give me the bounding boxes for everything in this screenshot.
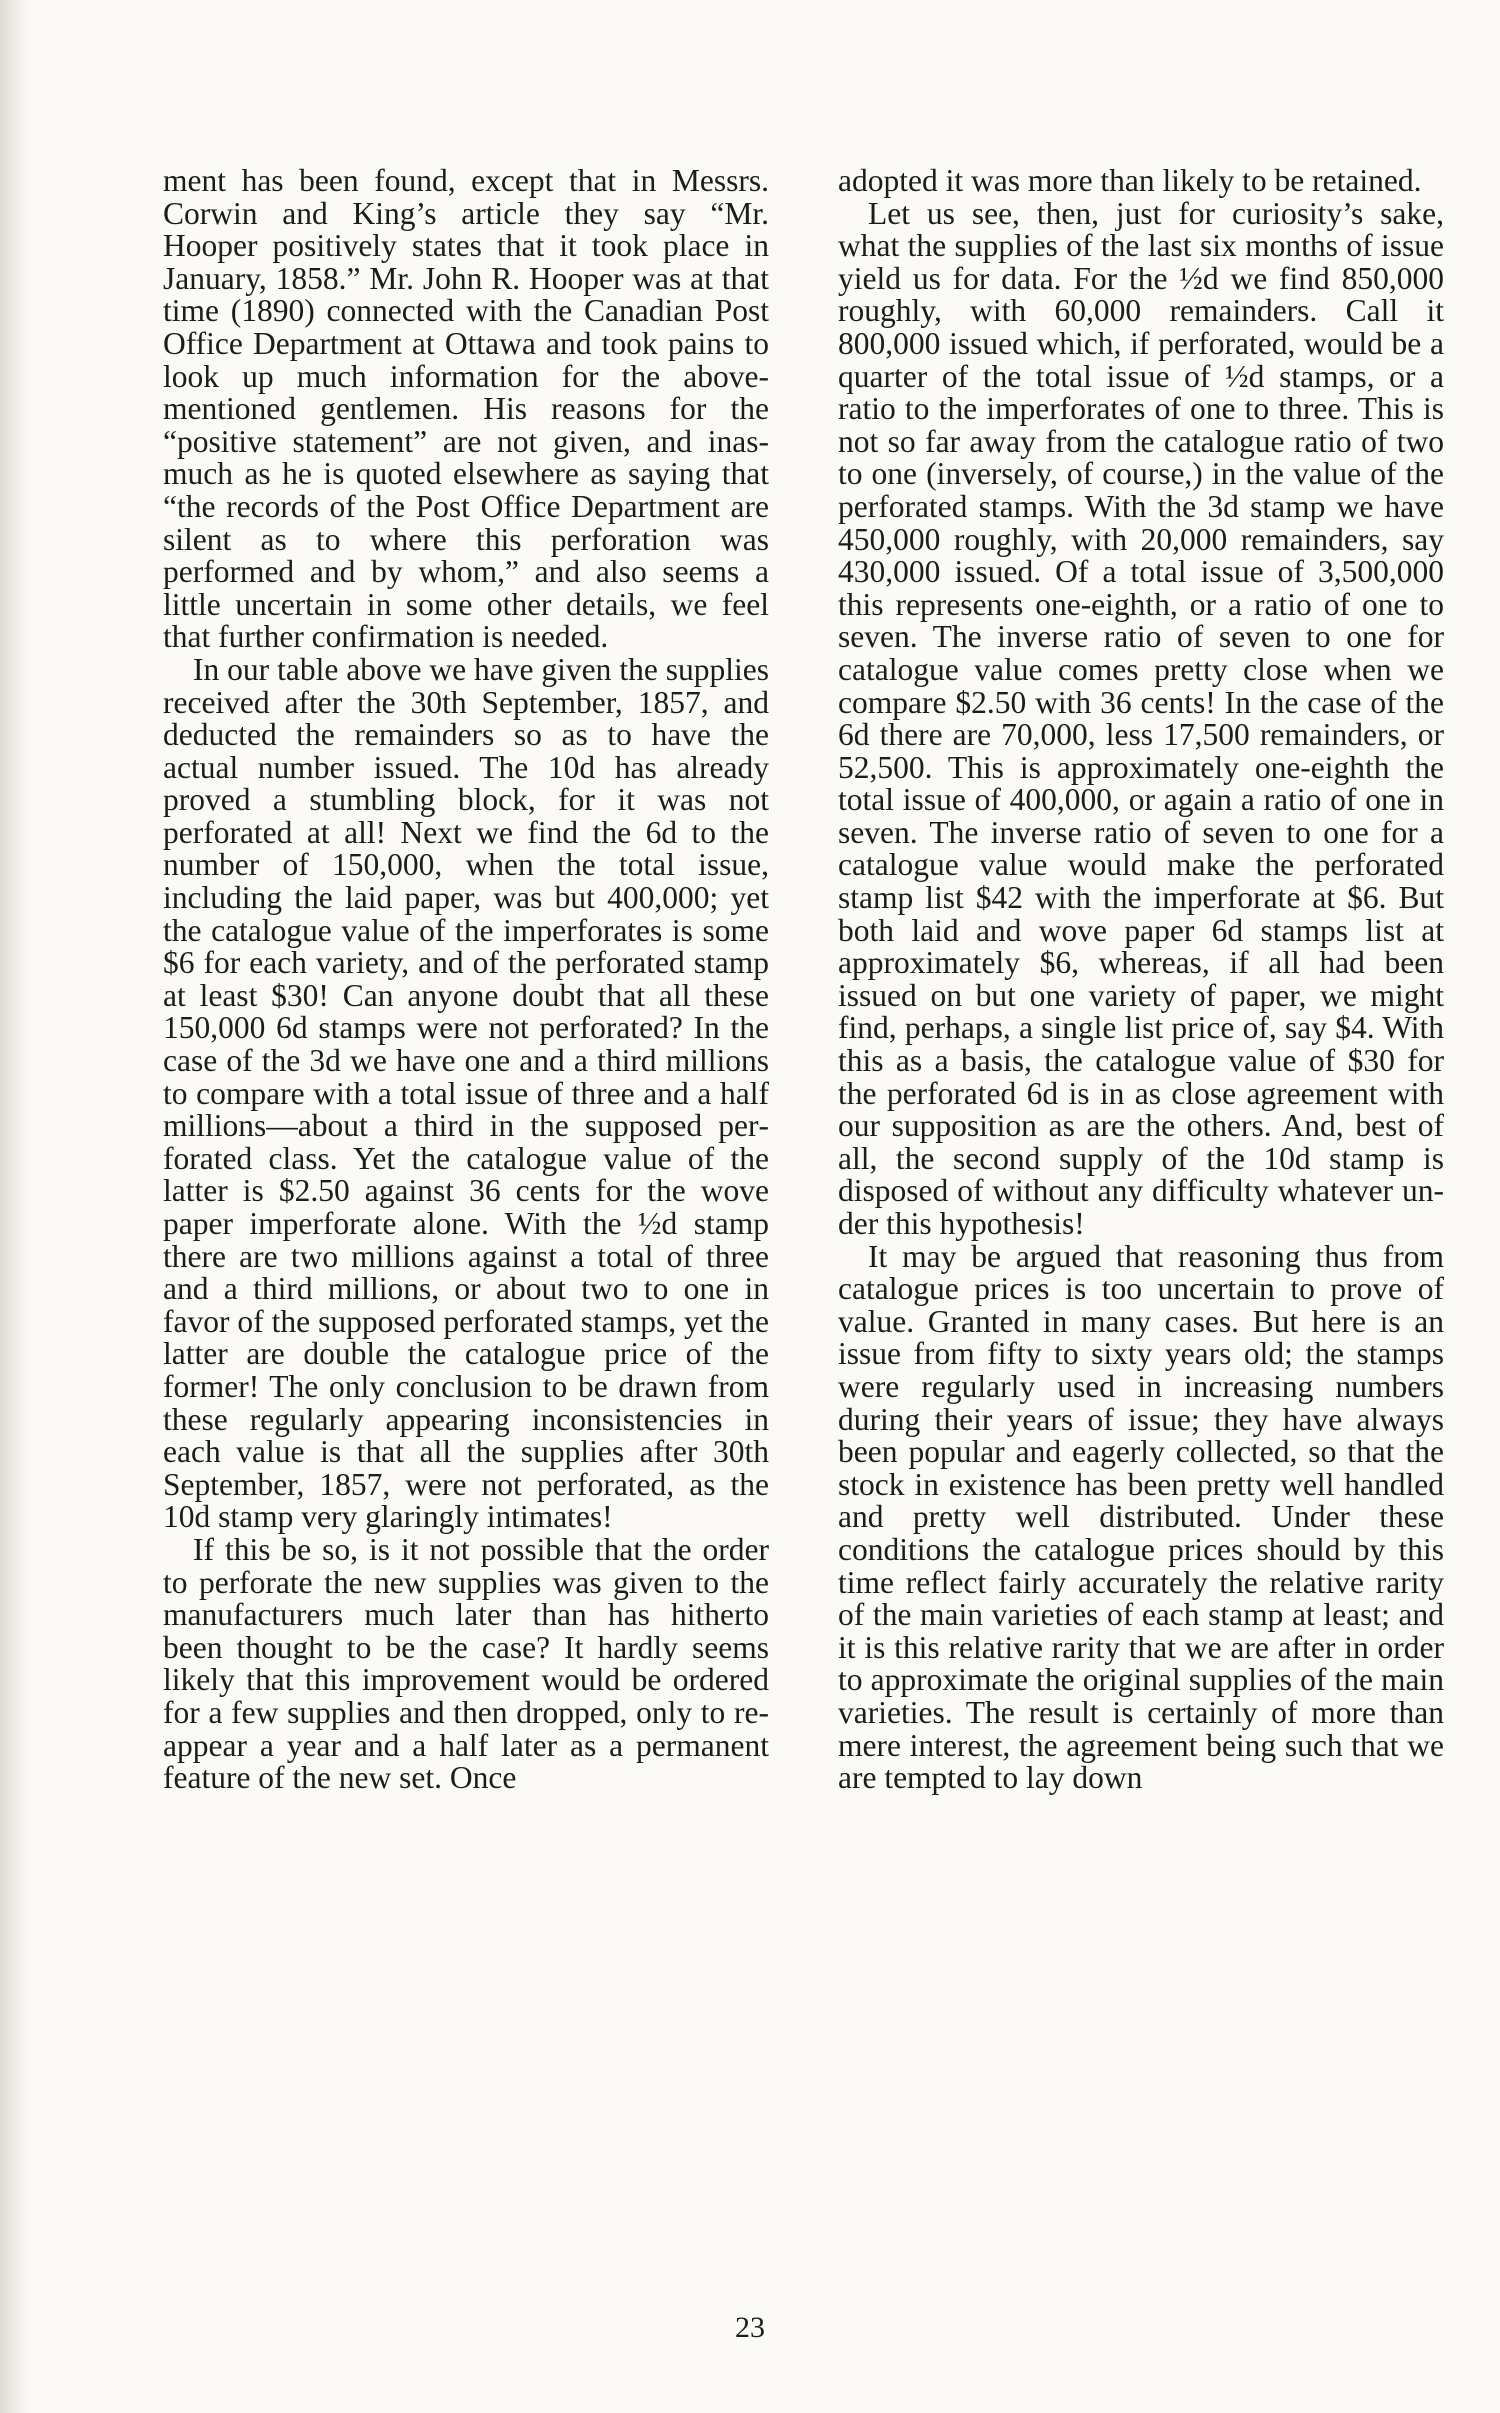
page-number: 23: [735, 2311, 765, 2344]
paragraph: In our table above we have given the supplies received after the 30th September, 1857, and deducted the remainders so as to have the actual number issued. The 10d has already proved a stumbling block, for it was not perforated at all! Next we find the 6d to the number of 150,000, when the total issue, including the laid paper, was but 400,000; yet the catalogue value of the imperforates is some $6 for each variety, and of the perforated stamp at least $30! Can anyone doubt that all these 150,000 6d stamps were not perforated? In the case of the 3d we have one and a third millions to compare with a total issue of three and a half millions—about a third in the supposed perforated class. Yet the catalogue value of the latter is $2.50 against 36 cents for the wove paper imperforate alone. With the ½d stamp there are two millions against a total of three and a third millions, or about two to one in favor of the supposed perforated stamps, yet the latter are double the catalogue price of the former! The only conclusion to be drawn from these regularly appearing inconsistencies in each value is that all the supplies after 30th September, 1857, were not perforated, as the 10d stamp very glaringly intimates!: [163, 651, 769, 1535]
paragraph: If this be so, is it not possible that the order to perforate the new supplies was given to the manufacturers much later than has hitherto been thought to be the case? It hardly seems likely that this improvement would be ordered for a few supplies and then dropped, only to re-appear a year and a half later as a permanent feature of the new set. Once: [163, 1531, 769, 1796]
paragraph: Let us see, then, just for curiosity’s sake, what the supplies of the last six months of issue yield us for data. For the ½d we find 850,000 roughly, with 60,000 remainders. Call it 800,000 issued which, if perforated, would be a quarter of the total issue of ½d stamps, or a ratio to the imperforates of one to three. This is not so far away from the catalogue ratio of two to one (inversely, of course,) in the value of the perforated stamps. With the 3d stamp we have 450,000 roughly, with 20,000 remainders, say 430,000 issued. Of a total issue of 3,500,000 this represents one-eighth, or a ratio of one to seven. The inverse ratio of seven to one for catalogue value comes pretty close when we compare $2.50 with 36 cents! In the case of the 6d there are 70,000, less 17,500 remainders, or 52,500. This is approximately one-eighth the total issue of 400,000, or again a ratio of one in seven. The inverse ratio of seven to one for a catalogue value would make the perforated stamp list $42 with the imperforate at $6. But both laid and wove paper 6d stamps list at approximately $6, whereas, if all had been issued on but one variety of paper, we might find, perhaps, a single list price of, say $4. With this as a basis, the catalogue value of $30 for the perforated 6d is in as close agreement with our supposition as are the others. And, best of all, the second supply of the 10d stamp is disposed of without any difficulty whatever under this hypothesis!: [838, 195, 1444, 1241]
paragraph: It may be argued that reasoning thus from catalogue prices is too uncertain to prove of value. Granted in many cases. But here is an issue from fifty to sixty years old; the stamps were regularly used in increasing numbers during their years of issue; they have always been popular and eagerly collected, so that the stock in existence has been pretty well handled and pretty well distributed. Under these conditions the catalogue prices should by this time reflect fairly accurately the relative rarity of the main varieties of each stamp at least; and it is this relative rarity that we are after in order to approximate the original supplies of the main varieties. The result is certainly of more than mere interest, the agreement being such that we are tempted to lay down: [838, 1238, 1444, 1796]
paragraph: adopted it was more than likely to be retained.: [838, 163, 1422, 198]
scan-edge: [0, 0, 30, 2413]
left-column: [163, 165, 769, 1795]
paragraph: ment has been found, except that in Messrs. Corwin and King’s article they say “Mr. Hooper positively states that it took place in January, 1858.” Mr. John R. Hooper was at that time (1890) connected with the Canadian Post Office Department at Ottawa and took pains to look up much information for the above-mentioned gentlemen. His reasons for the “positive statement” are not given, and inasmuch as he is quoted elsewhere as saying that “the records of the Post Office Department are silent as to where this perforation was performed and by whom,” and also seems a little uncertain in some other details, we feel that further confirmation is needed.: [163, 163, 769, 655]
right-column: [838, 165, 1444, 1795]
